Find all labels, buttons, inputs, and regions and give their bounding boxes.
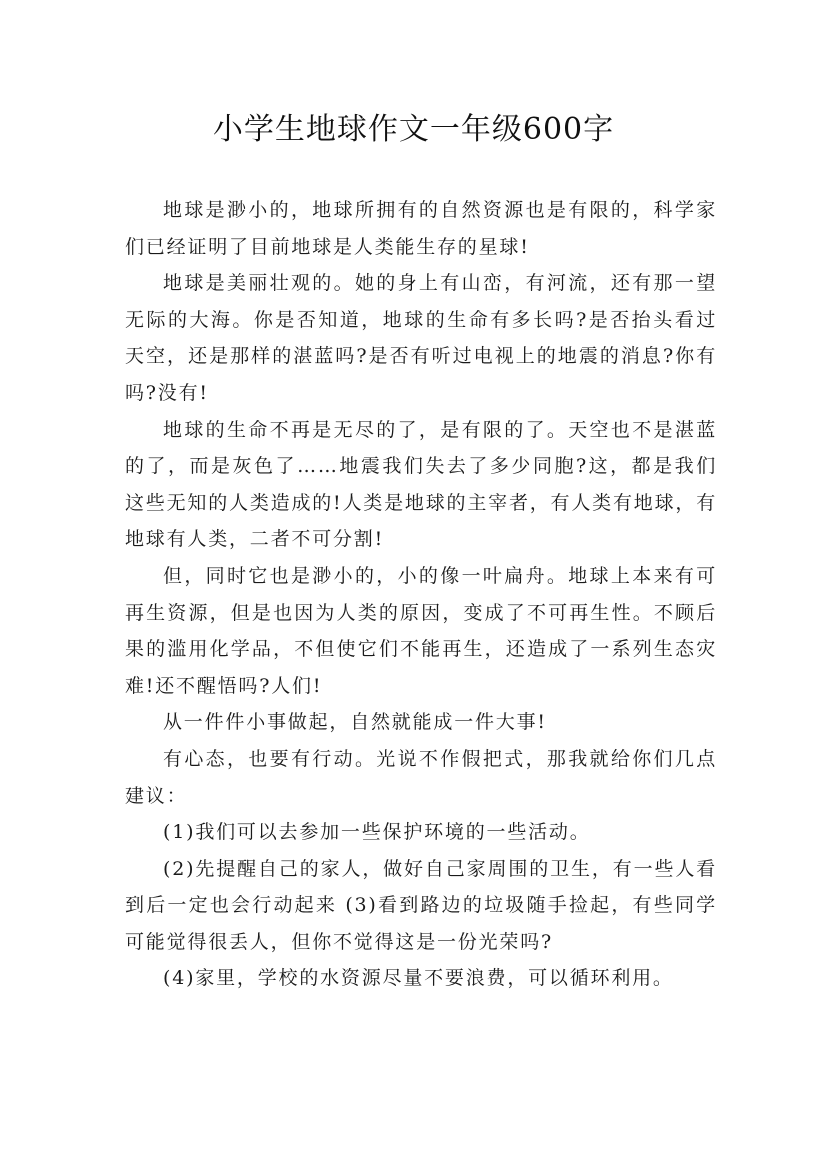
document-body <box>125 192 717 997</box>
paragraph-9: (4)家里，学校的水资源尽量不要浪费，可以循环利用。 <box>163 967 674 990</box>
document-title: 小学生地球作文一年级600字 <box>212 112 615 147</box>
paragraph-7: (1)我们可以去参加一些保护环境的一些活动。 <box>163 821 591 844</box>
paragraph-1: 地球是渺小的，地球所拥有的自然资源也是有限的，科学家们已经证明了目前地球是人类能生存的星球! <box>125 199 717 258</box>
paragraph-2: 地球是美丽壮观的。她的身上有山峦，有河流，还有那一望无际的大海。你是否知道，地球的生命有多长吗?是否抬头看过天空，还是那样的湛蓝吗?是否有听过电视上的地震的消息?你有吗?没有! <box>125 272 717 404</box>
paragraph-3: 地球的生命不再是无尽的了，是有限的了。天空也不是湛蓝的了，而是灰色了……地震我们失去了多少同胞?这，都是我们这些无知的人类造成的!人类是地球的主宰者，有人类有地球，有地球有人类，二者不可分割! <box>125 418 717 551</box>
paragraph-5: 从一件件小事做起，自然就能成一件大事! <box>163 711 547 734</box>
paragraph-4: 但，同时它也是渺小的，小的像一叶扁舟。地球上本来有可再生资源，但是也因为人类的原因，变成了不可再生性。不顾后果的滥用化学品，不但使它们不能再生，还造成了一系列生态灾难!还不醒悟吗?人们! <box>125 564 717 697</box>
paragraph-6: 有心态，也要有行动。光说不作假把式，那我就给你们几点建议： <box>125 747 717 807</box>
paragraph-8: (2)先提醒自己的家人，做好自己家周围的卫生，有一些人看到后一定也会行动起来 (3)看到路边的垃圾随手捡起，有些同学可能觉得很丢人，但你不觉得这是一份光荣吗? <box>125 857 717 953</box>
